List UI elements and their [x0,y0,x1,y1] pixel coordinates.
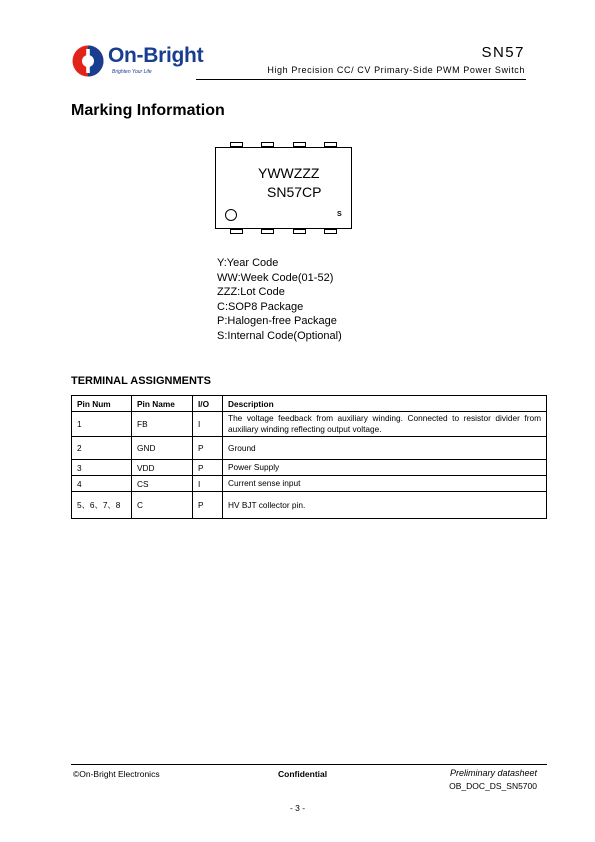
pin-num-cell: 3 [72,460,132,476]
document-code: SN57 [481,44,525,61]
footer-status: Preliminary datasheet [449,768,537,778]
pin-num-cell: 4 [72,476,132,492]
description-cell: Current sense input [223,476,547,492]
description-cell: Ground [223,437,547,460]
pin1-indicator-icon [225,209,237,221]
legend-item: ZZZ:Lot Code [217,286,285,299]
io-cell: I [193,412,223,437]
pin-num-cell: 5、6、7、8 [72,492,132,519]
package-pin-bottom [293,229,306,234]
io-cell: P [193,460,223,476]
pin-num-cell: 1 [72,412,132,437]
pin-num-cell: 2 [72,437,132,460]
package-pin-top [261,142,274,147]
column-header: I/O [193,396,223,412]
io-cell: P [193,492,223,519]
package-pin-top [293,142,306,147]
pin-name-cell: CS [132,476,193,492]
description-cell: The voltage feedback from auxiliary winding. Connected to resistor divider from auxiliary winding reflecting output voltage. [223,412,547,437]
logo-text: On-Bright [108,44,204,67]
table-row [72,476,547,492]
column-header: Pin Name [132,396,193,412]
legend-item: S:Internal Code(Optional) [217,329,342,342]
table-row [72,412,547,437]
terminal-assignments-title: TERMINAL ASSIGNMENTS [71,375,211,387]
package-marking-line2: SN57CP [267,184,322,200]
package-corner-mark: S [337,211,342,218]
column-header: Description [223,396,547,412]
footer-confidential: Confidential [278,769,328,779]
logo-tagline: Brighten Your Life [112,69,152,75]
package-pin-top [230,142,243,147]
pin-name-cell: VDD [132,460,193,476]
header-divider [196,79,526,80]
document-subtitle: High Precision CC/ CV Primary-Side PWM Power Switch [267,65,525,75]
legend-item: P:Halogen-free Package [217,315,337,328]
column-header: Pin Num [72,396,132,412]
description-cell: Power Supply [223,460,547,476]
legend-item: WW:Week Code(01-52) [217,271,334,284]
package-pin-bottom [324,229,337,234]
table-header-row [72,396,547,412]
on-bright-logo-icon [72,45,104,77]
marking-legend [217,256,342,344]
footer-doc-id: OB_DOC_DS_SN5700 [449,781,537,791]
io-cell: P [193,437,223,460]
table-row [72,460,547,476]
package-pin-bottom [230,229,243,234]
package-pin-top [324,142,337,147]
footer-divider [71,764,547,765]
terminal-assignments-table [71,395,547,519]
footer-copyright: ©On-Bright Electronics [73,769,160,779]
pin-name-cell: C [132,492,193,519]
io-cell: I [193,476,223,492]
legend-item: C:SOP8 Package [217,300,304,313]
section-title: Marking Information [71,102,225,119]
page-number: - 3 - [289,803,306,813]
pin-name-cell: GND [132,437,193,460]
package-marking-line1: YWWZZZ [258,165,320,181]
table-row [72,437,547,460]
table-row [72,492,547,519]
description-cell: HV BJT collector pin. [223,492,547,519]
pin-name-cell: FB [132,412,193,437]
package-pin-bottom [261,229,274,234]
legend-item: Y:Year Code [217,257,279,269]
